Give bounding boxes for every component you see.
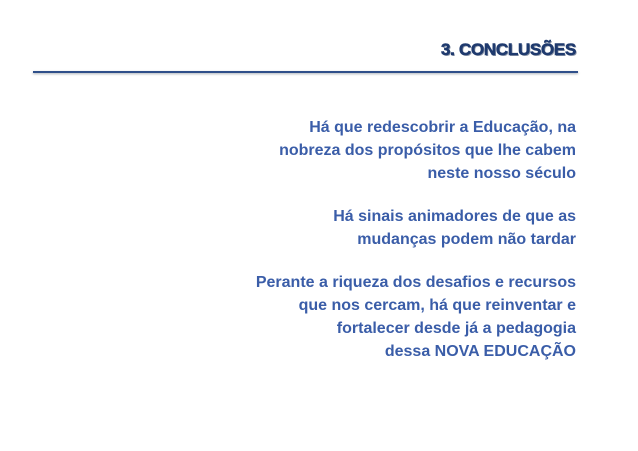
paragraph-line: Há sinais animadores de que as bbox=[333, 208, 576, 225]
paragraph-line: fortalecer desde já a pedagogia bbox=[336, 320, 576, 337]
paragraph-line: Há que redescobrir a Educação, na bbox=[309, 119, 576, 136]
paragraph-line: mudanças podem não tardar bbox=[357, 231, 576, 248]
paragraph-rediscover-education bbox=[279, 116, 576, 185]
title-divider bbox=[33, 71, 578, 73]
paragraph-line: dessa NOVA EDUCAÇÃO bbox=[384, 343, 576, 360]
paragraph-line: Perante a riqueza dos desafios e recursos bbox=[255, 274, 576, 291]
paragraph-line: nobreza dos propósitos que lhe cabem bbox=[279, 142, 576, 159]
paragraph-line: que nos cercam, há que reinventar e bbox=[298, 297, 576, 314]
paragraph-line: neste nosso século bbox=[427, 165, 576, 182]
paragraph-encouraging-signs bbox=[333, 205, 576, 251]
slide-title: 3. CONCLUSÕES bbox=[441, 40, 576, 59]
paragraph-reinvent-pedagogy bbox=[256, 271, 576, 363]
